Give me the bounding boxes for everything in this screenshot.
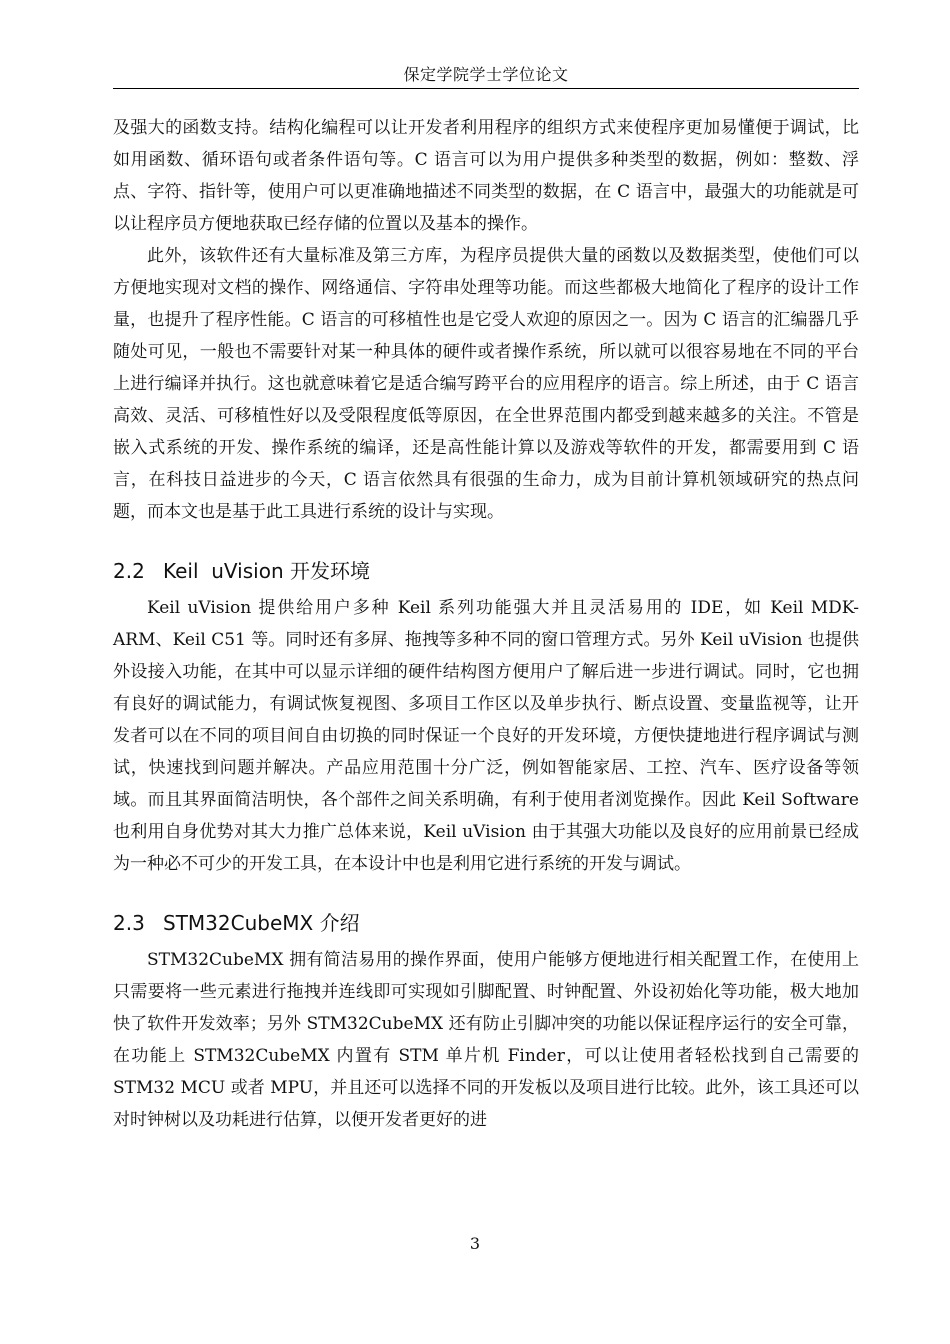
section-title: Keil uVision 开发环境 xyxy=(163,559,370,583)
body-paragraph: 及强大的函数支持。结构化编程可以让开发者利用程序的组织方式来使程序更加易懂便于调试，比如用函数、循环语句或者条件语句等。C 语言可以为用户提供多种类型的数据，例如：整数、浮点、字符、指针等，使用户可以更准确地描述不同类型的数据，在 C 语言中，最强大的功能就是可以让程序员方便地获取已经存储的位置以及基本的操作。 xyxy=(113,118,859,234)
page-body xyxy=(113,112,859,1136)
body-paragraph: Keil uVision 提供给用户多种 Keil 系列功能强大并且灵活易用的 IDE，如 Keil MDK-ARM、Keil C51 等。同时还有多屏、拖拽等多种不同的窗口管理方式。另外 Keil uVision 也提供外设接入功能，在其中可以显示详细的硬件结构图方便用户了解后进一步进行调试。同时，它也拥有良好的调试能力，有调试恢复视图、多项目工作区以及单步执行、断点设置、变量监视等，让开发者可以在不同的项目间自由切换的同时保证一个良好的开发环境，方便快捷地进行程序调试与测试，快速找到问题并解决。产品应用范围十分广泛，例如智能家居、工控、汽车、医疗设备等领域。而且其界面简洁明快，各个部件之间关系明确，有利于使用者浏览操作。因此 Keil Software 也利用自身优势对其大力推广总体来说，Keil uVision 由于其强大功能以及良好的应用前景已经成为一种必不可少的开发工具，在本设计中也是利用它进行系统的开发与调试。 xyxy=(113,598,859,874)
section-title: STM32CubeMX 介绍 xyxy=(163,911,360,935)
section-heading-2-2 xyxy=(113,555,859,587)
section-number: 2.3 xyxy=(113,911,145,935)
page-header xyxy=(113,62,859,89)
page-number: 3 xyxy=(469,1234,481,1253)
section-number: 2.2 xyxy=(113,559,145,583)
section-heading-2-3 xyxy=(113,907,859,939)
body-paragraph: 此外，该软件还有大量标准及第三方库，为程序员提供大量的函数以及数据类型，使他们可以方便地实现对文档的操作、网络通信、字符串处理等功能。而这些都极大地简化了程序的设计工作量，也提升了程序性能。C 语言的可移植性也是它受人欢迎的原因之一。因为 C 语言的汇编器几乎随处可见，一般也不需要针对某一种具体的硬件或者操作系统，所以就可以很容易地在不同的平台上进行编译并执行。这也就意味着它是适合编写跨平台的应用程序的语言。综上所述，由于 C 语言高效、灵活、可移植性好以及受限程度低等原因，在全世界范围内都受到越来越多的关注。不管是嵌入式系统的开发、操作系统的编译，还是高性能计算以及游戏等软件的开发，都需要用到 C 语言，在科技日益进步的今天，C 语言依然具有很强的生命力，成为目前计算机领域研究的热点问题，而本文也是基于此工具进行系统的设计与实现。 xyxy=(113,246,859,522)
body-paragraph: STM32CubeMX 拥有简洁易用的操作界面，使用户能够方便地进行相关配置工作，在使用上只需要将一些元素进行拖拽并连线即可实现如引脚配置、时钟配置、外设初始化等功能，极大地加快了软件开发效率；另外 STM32CubeMX 还有防止引脚冲突的功能以保证程序运行的安全可靠，在功能上 STM32CubeMX 内置有 STM 单片机 Finder，可以让使用者轻松找到自己需要的 STM32 MCU 或者 MPU，并且还可以选择不同的开发板以及项目进行比较。此外，该工具还可以对时钟树以及功耗进行估算，以便开发者更好的进 xyxy=(113,950,859,1130)
header-title: 保定学院学士学位论文 xyxy=(403,65,569,84)
